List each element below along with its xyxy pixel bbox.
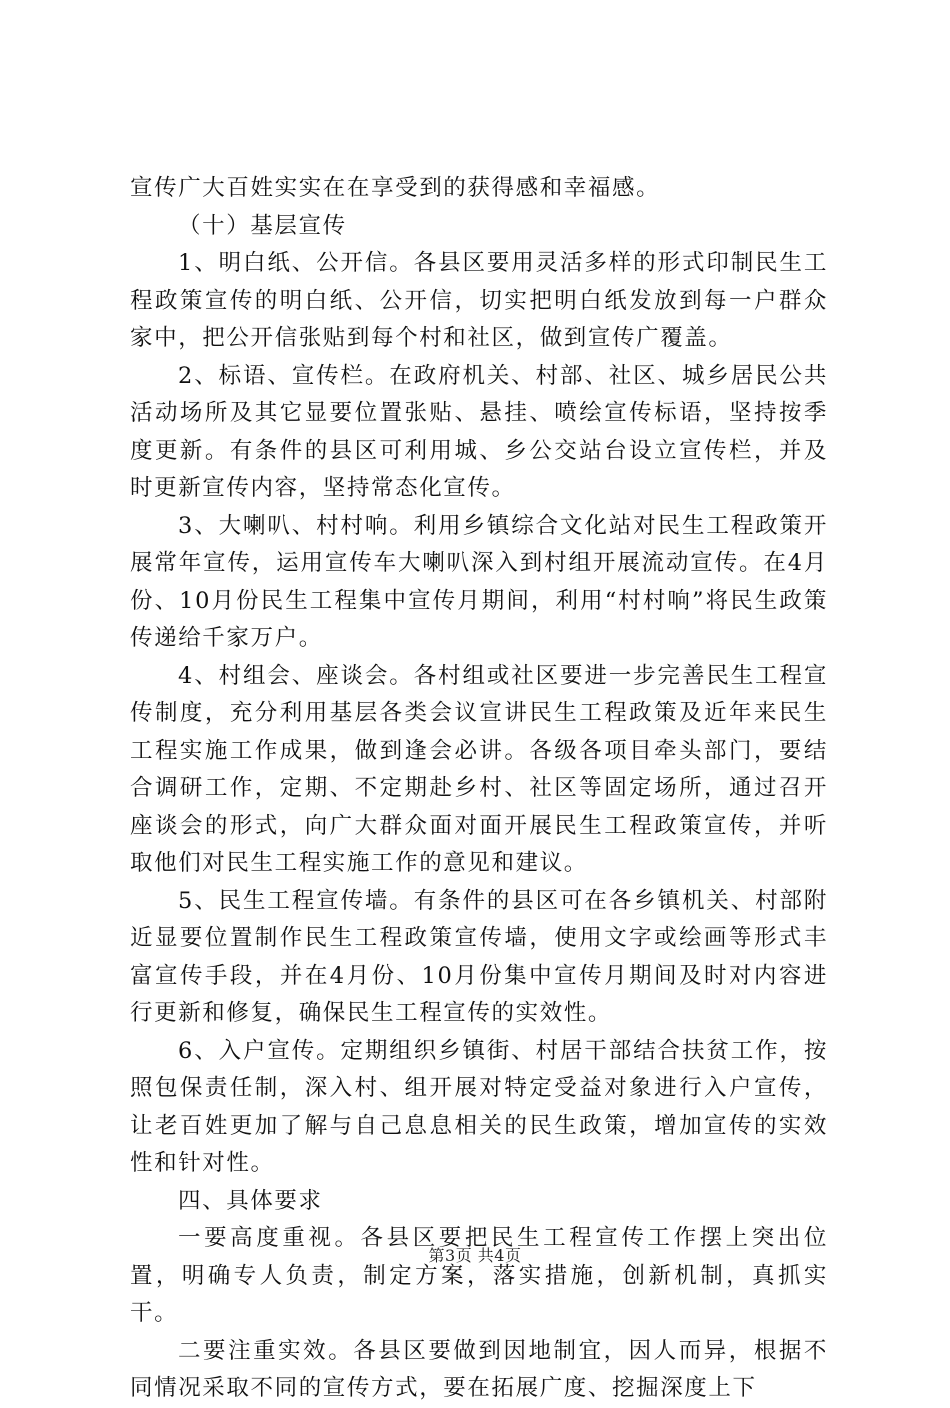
paragraph-item-4: 4、村组会、座谈会。各村组或社区要进一步完善民生工程宣传制度，充分利用基层各类会议宣讲民生工程政策及近年来民生工程实施工作成果，做到逢会必讲。各级各项目牵头部门，要结合调研工作，定期、不定期赴乡村、社区等固定场所，通过召开座谈会的形式，向广大群众面对面开展民生工程政策宣传，并听取他们对民生工程实施工作的意见和建议。 xyxy=(130,662,828,876)
paragraph-item-5: 5、民生工程宣传墙。有条件的县区可在各乡镇机关、村部附近显要位置制作民生工程政策宣传墙，使用文字或绘画等形式丰富宣传手段，并在4月份、10月份集中宣传月期间及时对内容进行更新和修复，确保民生工程宣传的实效性。 xyxy=(130,887,828,1026)
section-heading-basic-level-publicity: （十）基层宣传 xyxy=(178,212,347,239)
paragraph-item-1: 1、明白纸、公开信。各县区要用灵活多样的形式印制民生工程政策宣传的明白纸、公开信，切实把明白纸发放到每一户群众家中，把公开信张贴到每个村和社区，做到宣传广覆盖。 xyxy=(130,250,828,351)
paragraph-item-2: 2、标语、宣传栏。在政府机关、村部、社区、城乡居民公共活动场所及其它显要位置张贴、悬挂、喷绘宣传标语，坚持按季度更新。有条件的县区可利用城、乡公交站台设立宣传栏，并及时更新宣传内容，坚持常态化宣传。 xyxy=(130,362,828,501)
paragraph-item-3: 3、大喇叭、村村响。利用乡镇综合文化站对民生工程政策开展常年宣传，运用宣传车大喇叭深入到村组开展流动宣传。在4月份、10月份民生工程集中宣传月期间，利用“村村响”将民生政策传递给千家万户。 xyxy=(130,512,828,651)
document-body xyxy=(130,170,828,1408)
paragraph-continuation: 宣传广大百姓实实在在享受到的获得感和幸福感。 xyxy=(130,175,661,201)
section-heading-requirements: 四、具体要求 xyxy=(178,1187,323,1214)
paragraph-requirement-2: 二要注重实效。各县区要做到因地制宜，因人而异，根据不同情况采取不同的宣传方式，要在拓展广度、挖掘深度上下 xyxy=(130,1337,828,1401)
page-number-footer: 第3页 共4页 xyxy=(428,1246,522,1265)
paragraph-item-6: 6、入户宣传。定期组织乡镇街、村居干部结合扶贫工作，按照包保责任制，深入村、组开展对特定受益对象进行入户宣传，让老百姓更加了解与自己息息相关的民生政策，增加宣传的实效性和针对性。 xyxy=(130,1037,828,1176)
paragraph-requirement-1: 一要高度重视。各县区要把民生工程宣传工作摆上突出位置，明确专人负责，制定方案，落实措施，创新机制，真抓实干。 xyxy=(130,1225,828,1326)
